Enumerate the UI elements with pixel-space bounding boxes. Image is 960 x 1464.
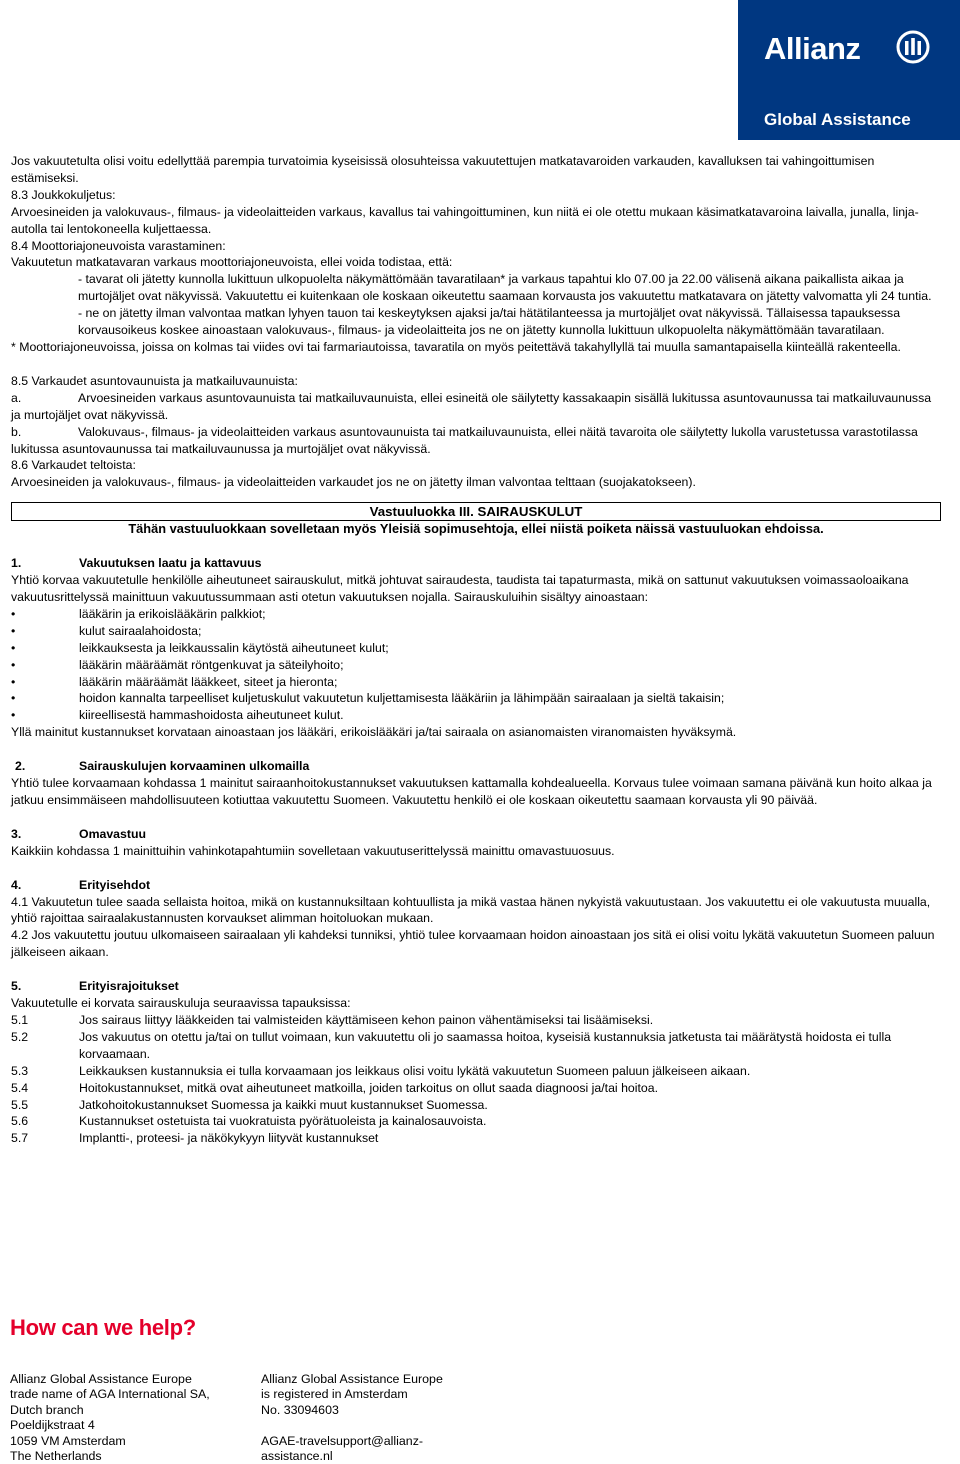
footer-line [261,1418,461,1433]
section-1-text: Yhtiö korvaa vakuutetulle henkilölle aiheutuneet sairauskulut, mitkä johtuvat sairaudesta, taudista tai tapaturmasta, mikä on sattunut vakuutuksen voimassaoloaikana vakuutusrittelyssä mainittuun vakuutussummaan asti otetun vakuutuksen nojalla. Sairauskuluihin sisältyy ainoastaan: [11,573,909,604]
list-item [11,1063,941,1080]
section-1-heading [11,555,941,572]
section-8-4-note: * Moottoriajoneuvoissa, joissa on kolmas tai viides ovi tai farmariautoissa, tavaratila on myös peitettävä takahyllyllä tai muulla samantapaisella kiinteällä rakenteella. [11,339,901,354]
footer-line: trade name of AGA International SA, [10,1387,210,1402]
list-item: • leikkauksesta ja leikkaussalin käytöstä aiheutuneet kulut; [11,640,389,655]
item-label: b. [11,424,22,439]
item-text: Jos vakuutus on otettu ja/tai on tullut voimaan, kun vakuutettu oli jo saamassa hoitoa, kyseisiä kustannuksia jatketusta tai määrätystä hoidosta ei tulla korvaamaan. [79,1029,892,1061]
item-number: 5.5 [11,1097,29,1112]
section-3-text: Kaikkiin kohdassa 1 mainittuihin vahinkotapahtumiin sovelletaan vakuutuserittelyssä mainittu omavastuuosuus. [11,843,615,858]
item-text: Implantti-, proteesi- ja näkökykyyn liityvät kustannukset [79,1131,379,1146]
section-8-3-text: Arvoesineiden ja valokuvaus-, filmaus- ja videolaitteiden varkaus, kavallus tai vahingoittuminen, kun niitä ei ole otettu mukaan käsimatkatavaroina laivalla, junalla, linja-autolla tai lentokoneella kuljettaessa. [11,204,919,236]
section-title: Sairauskulujen korvaaminen ulkomailla [79,759,310,774]
section-1-after: Yllä mainitut kustannukset korvataan ainoastaan jos lääkäri, erikoislääkäri ja/tai sairaala on asianomaisten viranomaisten hyväksymä. [11,725,737,740]
list-item-text: lääkärin ja erikoislääkärin palkkiot; [79,606,266,621]
list-item-text: lääkärin määräämät röntgenkuvat ja säteilyhoito; [79,657,344,672]
section-number: 5. [11,979,22,994]
list-item-text: lääkärin määräämät lääkkeet, siteet ja hieronta; [79,674,338,689]
item-text: Jatkohoitokustannukset Suomessa ja kaikki muut kustannukset Suomessa. [79,1097,488,1112]
item-number: 5.1 [11,1013,29,1027]
logo-brand: Allianz [764,31,861,66]
list-item [11,1012,941,1029]
section-4-2-text: 4.2 Jos vakuutettu joutuu ulkomaiseen sairaalaan yli kahdeksi tunniksi, yhtiö tulee korvaamaan hoidon ainoastaan jos sitä ei olisi voitu lykätä vakuutetun Suomeen paluun jälkeiseen aikaan. [11,928,935,960]
item-text: Hoitokustannukset, mitkä ovat aiheutuneet matkoilla, joiden tarkoitus on ollut saada diagnoosi ja/tai hoitoa. [79,1080,658,1095]
section-number: 2. [15,759,26,774]
intro-paragraph: Jos vakuutetulta olisi voitu edellyttää parempia turvatoimia kyseisissä olosuhteissa vakuutettujen matkatavaroiden varkauden, kavalluksen tai vahingoittumisen estämiseksi. [11,154,875,185]
section-8-4-text: Vakuutetun matkatavaran varkaus moottoriajoneuvoista, ellei voida todistaa, että: [11,255,453,270]
list-item-text: leikkauksesta ja leikkaussalin käytöstä aiheutuneet kulut; [79,640,389,655]
section-8-4-item-2: - ne on jätetty ilman valvontaa matkan lyhyen tauon tai keskeytyksen ajaksi ja/tai hätätilanteessa ja murtojäljet ovat näkyvissä. Tällaisessa tapauksessa korvausoikeus koskee ainoastaan valokuvaus-, filmaus- ja videolaitteita jos ne on jätetty kunnolla lukittuun ulkopuolelta näkymättömään tavaratilaan. [78,306,901,338]
list-item: • kulut sairaalahoidosta; [11,623,202,638]
list-item: • lääkärin määräämät lääkkeet, siteet ja hieronta; [11,674,338,689]
section-1-bullets [11,606,941,724]
footer-email-line[interactable]: AGAE-travelsupport@allianz- [261,1433,424,1448]
section-8-6-text: Arvoesineiden ja valokuvaus-, filmaus- ja videolaitteiden varkaudet jos ne on jätetty ilman valvontaa telttaan (suojakatokseen). [11,475,696,490]
list-item-text: kiireellisestä hammashoidosta aiheutuneet kulut. [79,708,344,723]
class-3-subtitle: Tähän vastuuluokkaan sovelletaan myös Yleisiä sopimusehtoja, ellei niistä poiketa näissä vastuuluokan ehdoissa. [128,521,824,537]
item-text: Leikkauksen kustannuksia ei tulla korvaamaan jos leikkaus olisi voitu lykätä vakuutetun Suomeen paluun jälkeiseen aikaan. [79,1063,751,1078]
item-text: Kustannukset ostetuista tai vuokratuista pyörätuoleista ja kainalosauvoista. [79,1114,487,1129]
item-number: 5.6 [11,1114,29,1129]
section-5-items [11,1012,941,1147]
section-8-4-item-1: - tavarat oli jätetty kunnolla lukittuun ulkopuolelta näkymättömään tavaratilaan* ja varkaus tapahtui klo 07.00 ja 22.00 välisenä aikana paikallista aikaa ja murtojäljet ovat näkyvissä. Vakuutettu ei kuitenkaan ole koskaan oikeutettu saamaan korvausta jos vakuutettu matkatavara on jätetty valvomatta yli 24 tuntia. [78,272,932,304]
section-title: Erityisrajoitukset [79,979,179,994]
list-item: • lääkärin määräämät röntgenkuvat ja säteilyhoito; [11,657,344,672]
list-item: • hoidon kannalta tarpeelliset kuljetuskulut vakuutetun kuljettamisesta lääkäriin ja lähimpään sairaalaan ja sieltä takaisin; [11,691,725,706]
section-2-text: Yhtiö tulee korvaamaan kohdassa 1 mainitut sairaanhoitokustannukset vakuutuksen kattamalla kohdealueella. Korvaus tulee voimaan samana päivänä kun hoito alkaa ja jatkuu ensimmäiseen mahdollisuuteen kotiuttaa vakuutettu Suomeen. Vakuutettu henkilö ei ole koskaan oikeutettu saamaan korvausta yli 90 päivää. [11,776,932,807]
section-8-4-title: 8.4 Moottoriajoneuvoista varastaminen: [11,238,226,253]
section-number: 4. [11,877,22,892]
footer-email-line[interactable]: assistance.nl [261,1449,333,1464]
list-item [11,1080,941,1097]
section-5-heading [11,978,941,995]
section-title: Erityisehdot [79,877,151,892]
section-2-heading [11,758,941,775]
section-8-5-a-text: Arvoesineiden varkaus asuntovaunuista tai matkailuvaunuista, ellei esineitä ole säilytetty kassakaapin sisällä lukitussa asuntovaunussa tai matkailuvaunussa ja murtojäljet ovat näkyvissä. [11,390,932,422]
section-3-heading [11,826,941,843]
footer-line: Poeldijkstraat 4 [10,1418,95,1433]
item-number: 5.4 [11,1080,29,1095]
section-number: 3. [11,826,22,841]
list-item [11,1097,941,1114]
footer-line: Allianz Global Assistance Europe [10,1372,192,1386]
item-number: 5.3 [11,1063,29,1078]
item-label: a. [11,390,22,405]
list-item-text: hoidon kannalta tarpeelliset kuljetuskulut vakuutetun kuljettamisesta lääkäriin ja lähimpään sairaalaan ja sieltä takaisin; [79,691,725,706]
item-number: 5.7 [11,1131,29,1146]
section-5-intro: Vakuutetulle ei korvata sairauskuluja seuraavissa tapauksissa: [11,996,351,1011]
list-item [11,1130,941,1147]
footer-right [261,1372,461,1464]
footer-line: The Netherlands [10,1449,102,1464]
footer-line: No. 33094603 [261,1402,339,1417]
footer-line: is registered in Amsterdam [261,1387,408,1402]
section-8-3-title: 8.3 Joukkokuljetus: [11,187,116,202]
allianz-logo [738,0,960,140]
section-4-heading [11,877,941,894]
class-3-heading: Vastuuluokka III. SAIRAUSKULUT [11,502,941,521]
footer-line: Allianz Global Assistance Europe [261,1372,443,1386]
section-8-6-title: 8.6 Varkaudet teltoista: [11,458,136,473]
list-item [11,1113,941,1130]
footer-line: 1059 VM Amsterdam [10,1433,126,1448]
item-text: Jos sairaus liittyy lääkkeiden tai valmisteiden käyttämiseen kehon painon vähentämiseksi tai lisäämiseksi. [79,1013,654,1027]
section-8-5-b-text: Valokuvaus-, filmaus- ja videolaitteiden varkaus asuntovaunuista tai matkailuvaunuista, ellei näitä tavaroita ole säilytetty lukolla varustetussa varastotilassa lukitussa asuntovaunussa tai matkailuvaunussa ja murtojäljet ovat näkyvissä. [11,424,918,456]
section-title: Omavastuu [79,826,146,841]
allianz-eagle-icon [896,30,930,64]
footer-line: Dutch branch [10,1402,84,1417]
list-item: • lääkärin ja erikoislääkärin palkkiot; [11,606,266,621]
document-body [11,153,941,1147]
list-item: • kiireellisestä hammashoidosta aiheutuneet kulut. [11,708,344,723]
section-4-1-text: 4.1 Vakuutetun tulee saada sellaista hoitoa, mikä on kustannuksiltaan kohtuullista ja mikä vastaa hänen nykyistä vakuutustaan. Jos vakuutettu ei ole vakuutusta muualla, yhtiö rajoittaa sairaalakustannusten korvaukset alimman hoitoluokan mukaan. [11,894,931,926]
list-item-text: kulut sairaalahoidosta; [79,623,202,638]
logo-subtitle: Global Assistance [764,110,911,129]
section-8-5-title: 8.5 Varkaudet asuntovaunuista ja matkailuvaunuista: [11,373,298,388]
footer-left [10,1372,210,1464]
list-item [11,1029,941,1063]
section-title: Vakuutuksen laatu ja kattavuus [79,556,262,571]
help-banner: How can we help? [10,1315,196,1340]
section-number: 1. [11,556,22,571]
item-number: 5.2 [11,1029,29,1044]
